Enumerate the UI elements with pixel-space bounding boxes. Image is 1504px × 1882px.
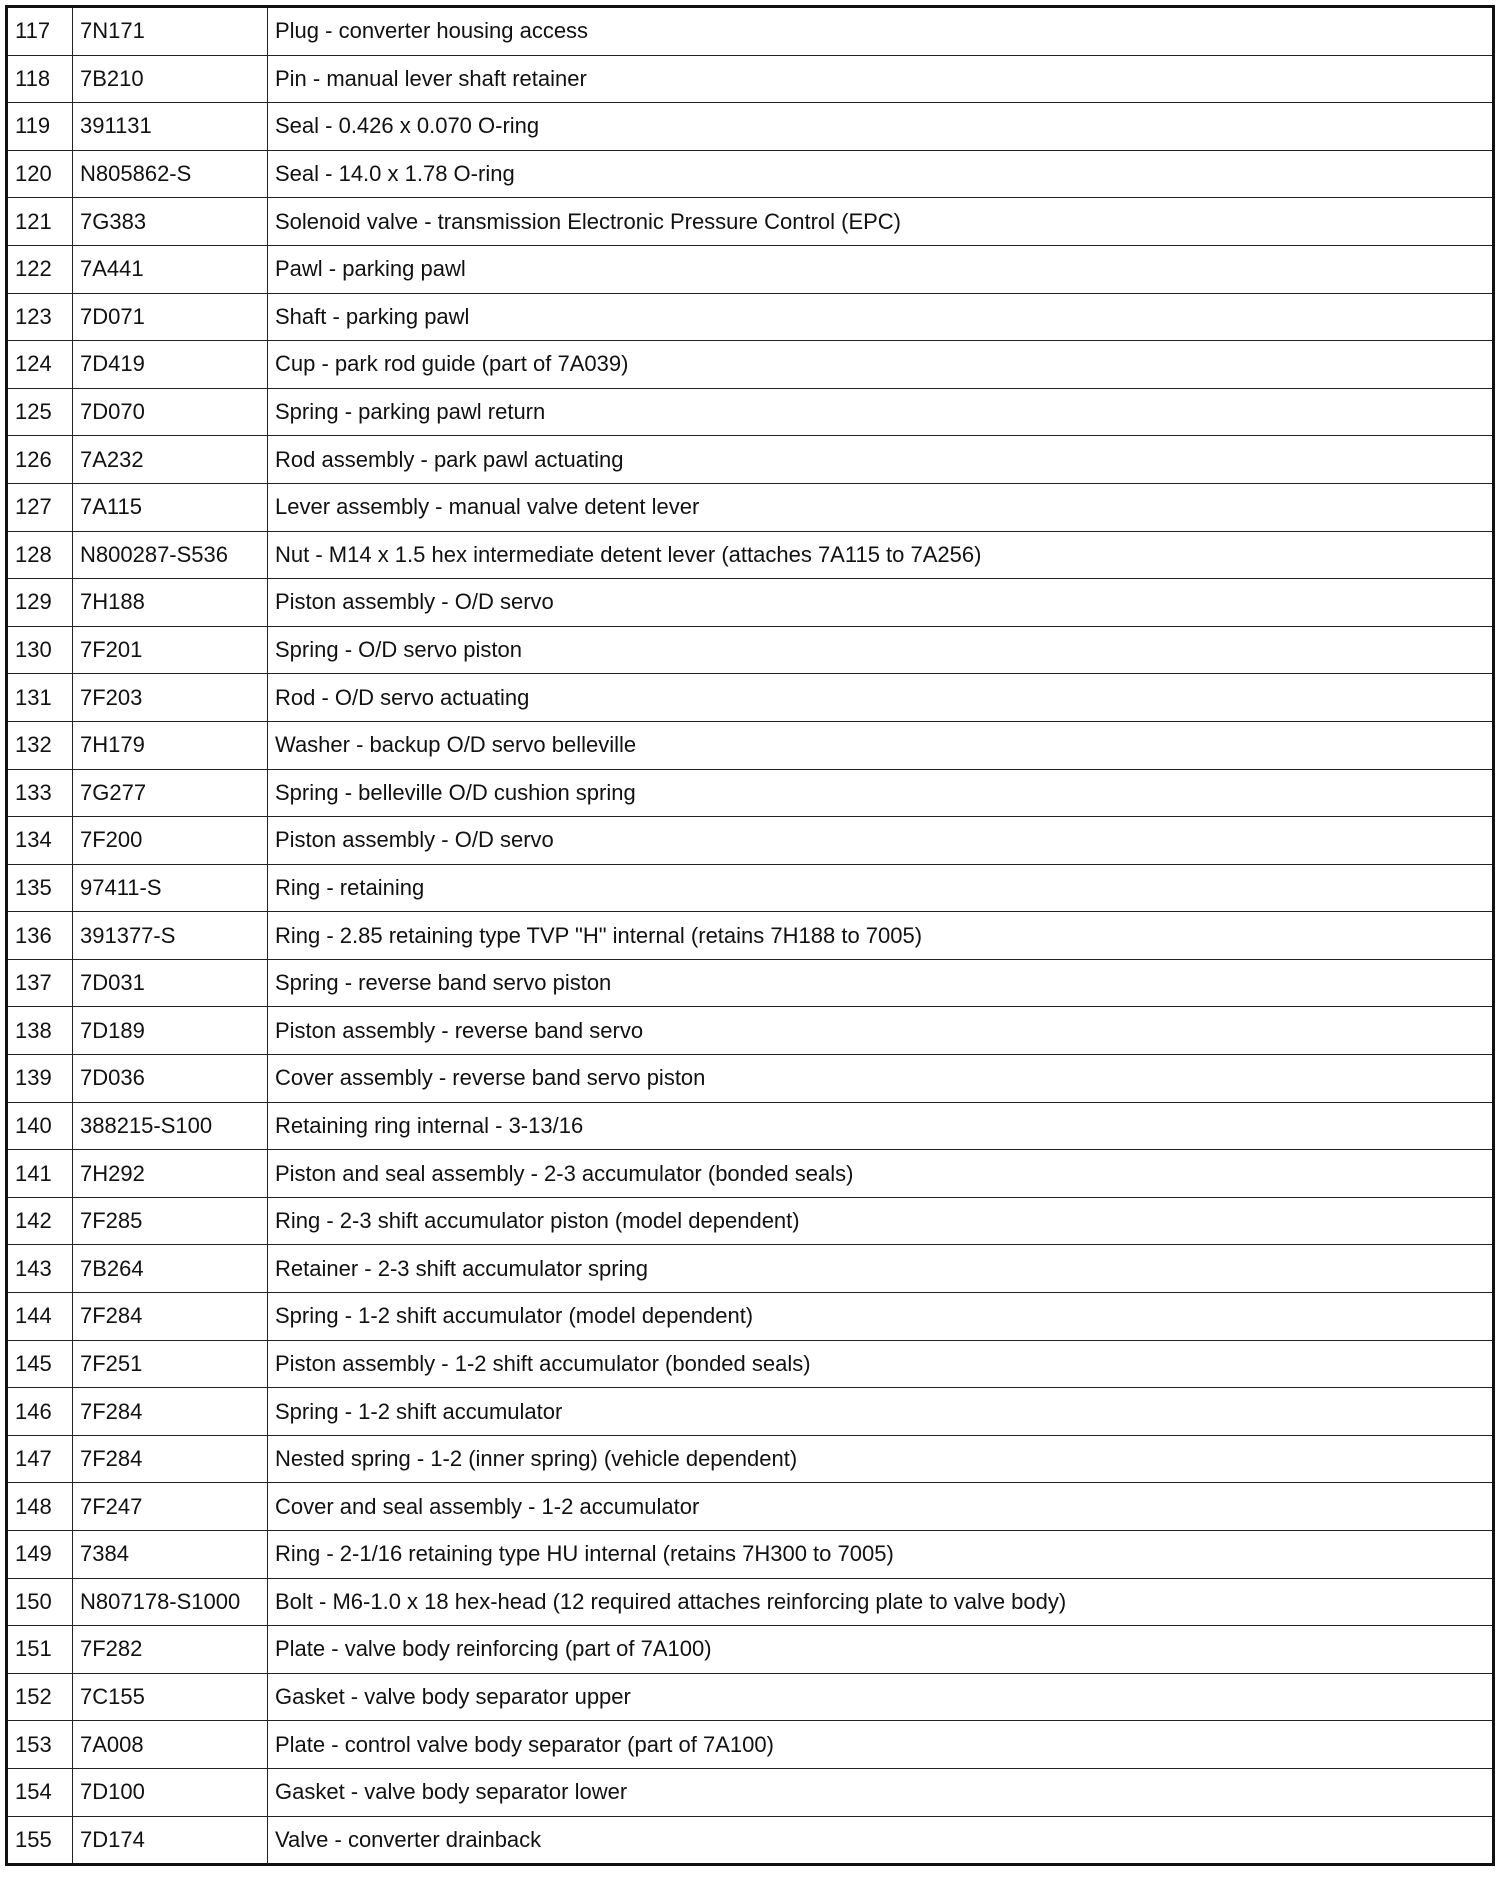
item-number-cell: 125 [7, 388, 73, 436]
item-number-cell: 142 [7, 1197, 73, 1245]
item-number-cell: 155 [7, 1816, 73, 1865]
item-number-cell: 123 [7, 293, 73, 341]
part-number-cell: 7A441 [73, 245, 268, 293]
description-cell: Cover assembly - reverse band servo piston [268, 1055, 1494, 1103]
part-number-cell: 7F284 [73, 1388, 268, 1436]
item-number-cell: 130 [7, 626, 73, 674]
description-cell: Spring - 1-2 shift accumulator (model dependent) [268, 1293, 1494, 1341]
part-number-cell: 7A008 [73, 1721, 268, 1769]
description-cell: Rod - O/D servo actuating [268, 674, 1494, 722]
description-cell: Seal - 14.0 x 1.78 O-ring [268, 150, 1494, 198]
table-row [7, 531, 1494, 579]
item-number-cell: 147 [7, 1435, 73, 1483]
part-number-cell: 7A115 [73, 483, 268, 531]
part-number-cell: 7F282 [73, 1626, 268, 1674]
item-number-cell: 124 [7, 341, 73, 389]
table-row [7, 1007, 1494, 1055]
item-number-cell: 117 [7, 7, 73, 56]
part-number-cell: 7F284 [73, 1435, 268, 1483]
part-number-cell: 391377-S [73, 912, 268, 960]
table-row [7, 150, 1494, 198]
item-number-cell: 133 [7, 769, 73, 817]
description-cell: Seal - 0.426 x 0.070 O-ring [268, 103, 1494, 151]
table-row [7, 341, 1494, 389]
description-cell: Piston and seal assembly - 2-3 accumulator (bonded seals) [268, 1150, 1494, 1198]
table-row [7, 1435, 1494, 1483]
item-number-cell: 119 [7, 103, 73, 151]
table-row [7, 388, 1494, 436]
table-row [7, 1483, 1494, 1531]
item-number-cell: 129 [7, 579, 73, 627]
description-cell: Solenoid valve - transmission Electronic Pressure Control (EPC) [268, 198, 1494, 246]
part-number-cell: 7F247 [73, 1483, 268, 1531]
table-row [7, 1578, 1494, 1626]
item-number-cell: 131 [7, 674, 73, 722]
table-row [7, 245, 1494, 293]
description-cell: Cover and seal assembly - 1-2 accumulator [268, 1483, 1494, 1531]
table-row [7, 626, 1494, 674]
description-cell: Plate - valve body reinforcing (part of 7A100) [268, 1626, 1494, 1674]
part-number-cell: 7F251 [73, 1340, 268, 1388]
part-number-cell: N807178-S1000 [73, 1578, 268, 1626]
description-cell: Retainer - 2-3 shift accumulator spring [268, 1245, 1494, 1293]
table-row [7, 103, 1494, 151]
item-number-cell: 137 [7, 959, 73, 1007]
item-number-cell: 154 [7, 1768, 73, 1816]
part-number-cell: 7B264 [73, 1245, 268, 1293]
table-row [7, 1293, 1494, 1341]
item-number-cell: 134 [7, 817, 73, 865]
table-row [7, 1816, 1494, 1865]
part-number-cell: 7D419 [73, 341, 268, 389]
table-row [7, 769, 1494, 817]
part-number-cell: 7D036 [73, 1055, 268, 1103]
description-cell: Piston assembly - O/D servo [268, 817, 1494, 865]
description-cell: Ring - retaining [268, 864, 1494, 912]
item-number-cell: 144 [7, 1293, 73, 1341]
part-number-cell: 391131 [73, 103, 268, 151]
part-number-cell: 7G277 [73, 769, 268, 817]
description-cell: Plug - converter housing access [268, 7, 1494, 56]
description-cell: Retaining ring internal - 3-13/16 [268, 1102, 1494, 1150]
part-number-cell: 7H292 [73, 1150, 268, 1198]
part-number-cell: N800287-S536 [73, 531, 268, 579]
part-number-cell: 7D070 [73, 388, 268, 436]
part-number-cell: 97411-S [73, 864, 268, 912]
description-cell: Cup - park rod guide (part of 7A039) [268, 341, 1494, 389]
description-cell: Spring - 1-2 shift accumulator [268, 1388, 1494, 1436]
table-row [7, 1102, 1494, 1150]
table-row [7, 1721, 1494, 1769]
table-row [7, 1245, 1494, 1293]
table-row [7, 55, 1494, 103]
description-cell: Valve - converter drainback [268, 1816, 1494, 1865]
item-number-cell: 118 [7, 55, 73, 103]
description-cell: Piston assembly - O/D servo [268, 579, 1494, 627]
table-row [7, 293, 1494, 341]
part-number-cell: 7F200 [73, 817, 268, 865]
item-number-cell: 126 [7, 436, 73, 484]
table-row [7, 7, 1494, 56]
description-cell: Spring - belleville O/D cushion spring [268, 769, 1494, 817]
item-number-cell: 128 [7, 531, 73, 579]
description-cell: Pin - manual lever shaft retainer [268, 55, 1494, 103]
part-number-cell: 7384 [73, 1531, 268, 1579]
item-number-cell: 143 [7, 1245, 73, 1293]
description-cell: Gasket - valve body separator lower [268, 1768, 1494, 1816]
item-number-cell: 136 [7, 912, 73, 960]
parts-table [5, 5, 1495, 1866]
item-number-cell: 145 [7, 1340, 73, 1388]
description-cell: Spring - reverse band servo piston [268, 959, 1494, 1007]
item-number-cell: 135 [7, 864, 73, 912]
part-number-cell: 7D100 [73, 1768, 268, 1816]
table-row [7, 817, 1494, 865]
table-row [7, 198, 1494, 246]
item-number-cell: 148 [7, 1483, 73, 1531]
item-number-cell: 121 [7, 198, 73, 246]
description-cell: Ring - 2.85 retaining type TVP "H" internal (retains 7H188 to 7005) [268, 912, 1494, 960]
description-cell: Washer - backup O/D servo belleville [268, 721, 1494, 769]
description-cell: Lever assembly - manual valve detent lever [268, 483, 1494, 531]
part-number-cell: 7B210 [73, 55, 268, 103]
description-cell: Spring - O/D servo piston [268, 626, 1494, 674]
item-number-cell: 139 [7, 1055, 73, 1103]
description-cell: Bolt - M6-1.0 x 18 hex-head (12 required attaches reinforcing plate to valve body) [268, 1578, 1494, 1626]
item-number-cell: 150 [7, 1578, 73, 1626]
table-row [7, 1150, 1494, 1198]
part-number-cell: 7C155 [73, 1673, 268, 1721]
part-number-cell: 7H179 [73, 721, 268, 769]
description-cell: Piston assembly - 1-2 shift accumulator (bonded seals) [268, 1340, 1494, 1388]
part-number-cell: 7F201 [73, 626, 268, 674]
part-number-cell: 7N171 [73, 7, 268, 56]
description-cell: Spring - parking pawl return [268, 388, 1494, 436]
part-number-cell: 7A232 [73, 436, 268, 484]
description-cell: Plate - control valve body separator (part of 7A100) [268, 1721, 1494, 1769]
part-number-cell: 7F285 [73, 1197, 268, 1245]
table-row [7, 721, 1494, 769]
part-number-cell: 7D189 [73, 1007, 268, 1055]
item-number-cell: 132 [7, 721, 73, 769]
item-number-cell: 149 [7, 1531, 73, 1579]
description-cell: Nut - M14 x 1.5 hex intermediate detent lever (attaches 7A115 to 7A256) [268, 531, 1494, 579]
table-row [7, 1340, 1494, 1388]
item-number-cell: 153 [7, 1721, 73, 1769]
description-cell: Ring - 2-3 shift accumulator piston (model dependent) [268, 1197, 1494, 1245]
part-number-cell: 7D071 [73, 293, 268, 341]
description-cell: Shaft - parking pawl [268, 293, 1494, 341]
item-number-cell: 122 [7, 245, 73, 293]
item-number-cell: 140 [7, 1102, 73, 1150]
part-number-cell: N805862-S [73, 150, 268, 198]
table-row [7, 1673, 1494, 1721]
table-row [7, 1531, 1494, 1579]
table-row [7, 1197, 1494, 1245]
item-number-cell: 151 [7, 1626, 73, 1674]
table-row [7, 864, 1494, 912]
description-cell: Pawl - parking pawl [268, 245, 1494, 293]
part-number-cell: 7F284 [73, 1293, 268, 1341]
table-row [7, 483, 1494, 531]
parts-table-body [7, 7, 1494, 1865]
item-number-cell: 141 [7, 1150, 73, 1198]
description-cell: Nested spring - 1-2 (inner spring) (vehicle dependent) [268, 1435, 1494, 1483]
part-number-cell: 7D174 [73, 1816, 268, 1865]
table-row [7, 959, 1494, 1007]
part-number-cell: 7D031 [73, 959, 268, 1007]
table-row [7, 436, 1494, 484]
table-row [7, 674, 1494, 722]
part-number-cell: 7H188 [73, 579, 268, 627]
part-number-cell: 7G383 [73, 198, 268, 246]
description-cell: Ring - 2-1/16 retaining type HU internal (retains 7H300 to 7005) [268, 1531, 1494, 1579]
item-number-cell: 146 [7, 1388, 73, 1436]
part-number-cell: 388215-S100 [73, 1102, 268, 1150]
part-number-cell: 7F203 [73, 674, 268, 722]
table-row [7, 1388, 1494, 1436]
item-number-cell: 152 [7, 1673, 73, 1721]
item-number-cell: 120 [7, 150, 73, 198]
table-row [7, 579, 1494, 627]
table-row [7, 1768, 1494, 1816]
item-number-cell: 138 [7, 1007, 73, 1055]
table-row [7, 1626, 1494, 1674]
item-number-cell: 127 [7, 483, 73, 531]
description-cell: Gasket - valve body separator upper [268, 1673, 1494, 1721]
table-row [7, 912, 1494, 960]
description-cell: Piston assembly - reverse band servo [268, 1007, 1494, 1055]
table-row [7, 1055, 1494, 1103]
description-cell: Rod assembly - park pawl actuating [268, 436, 1494, 484]
